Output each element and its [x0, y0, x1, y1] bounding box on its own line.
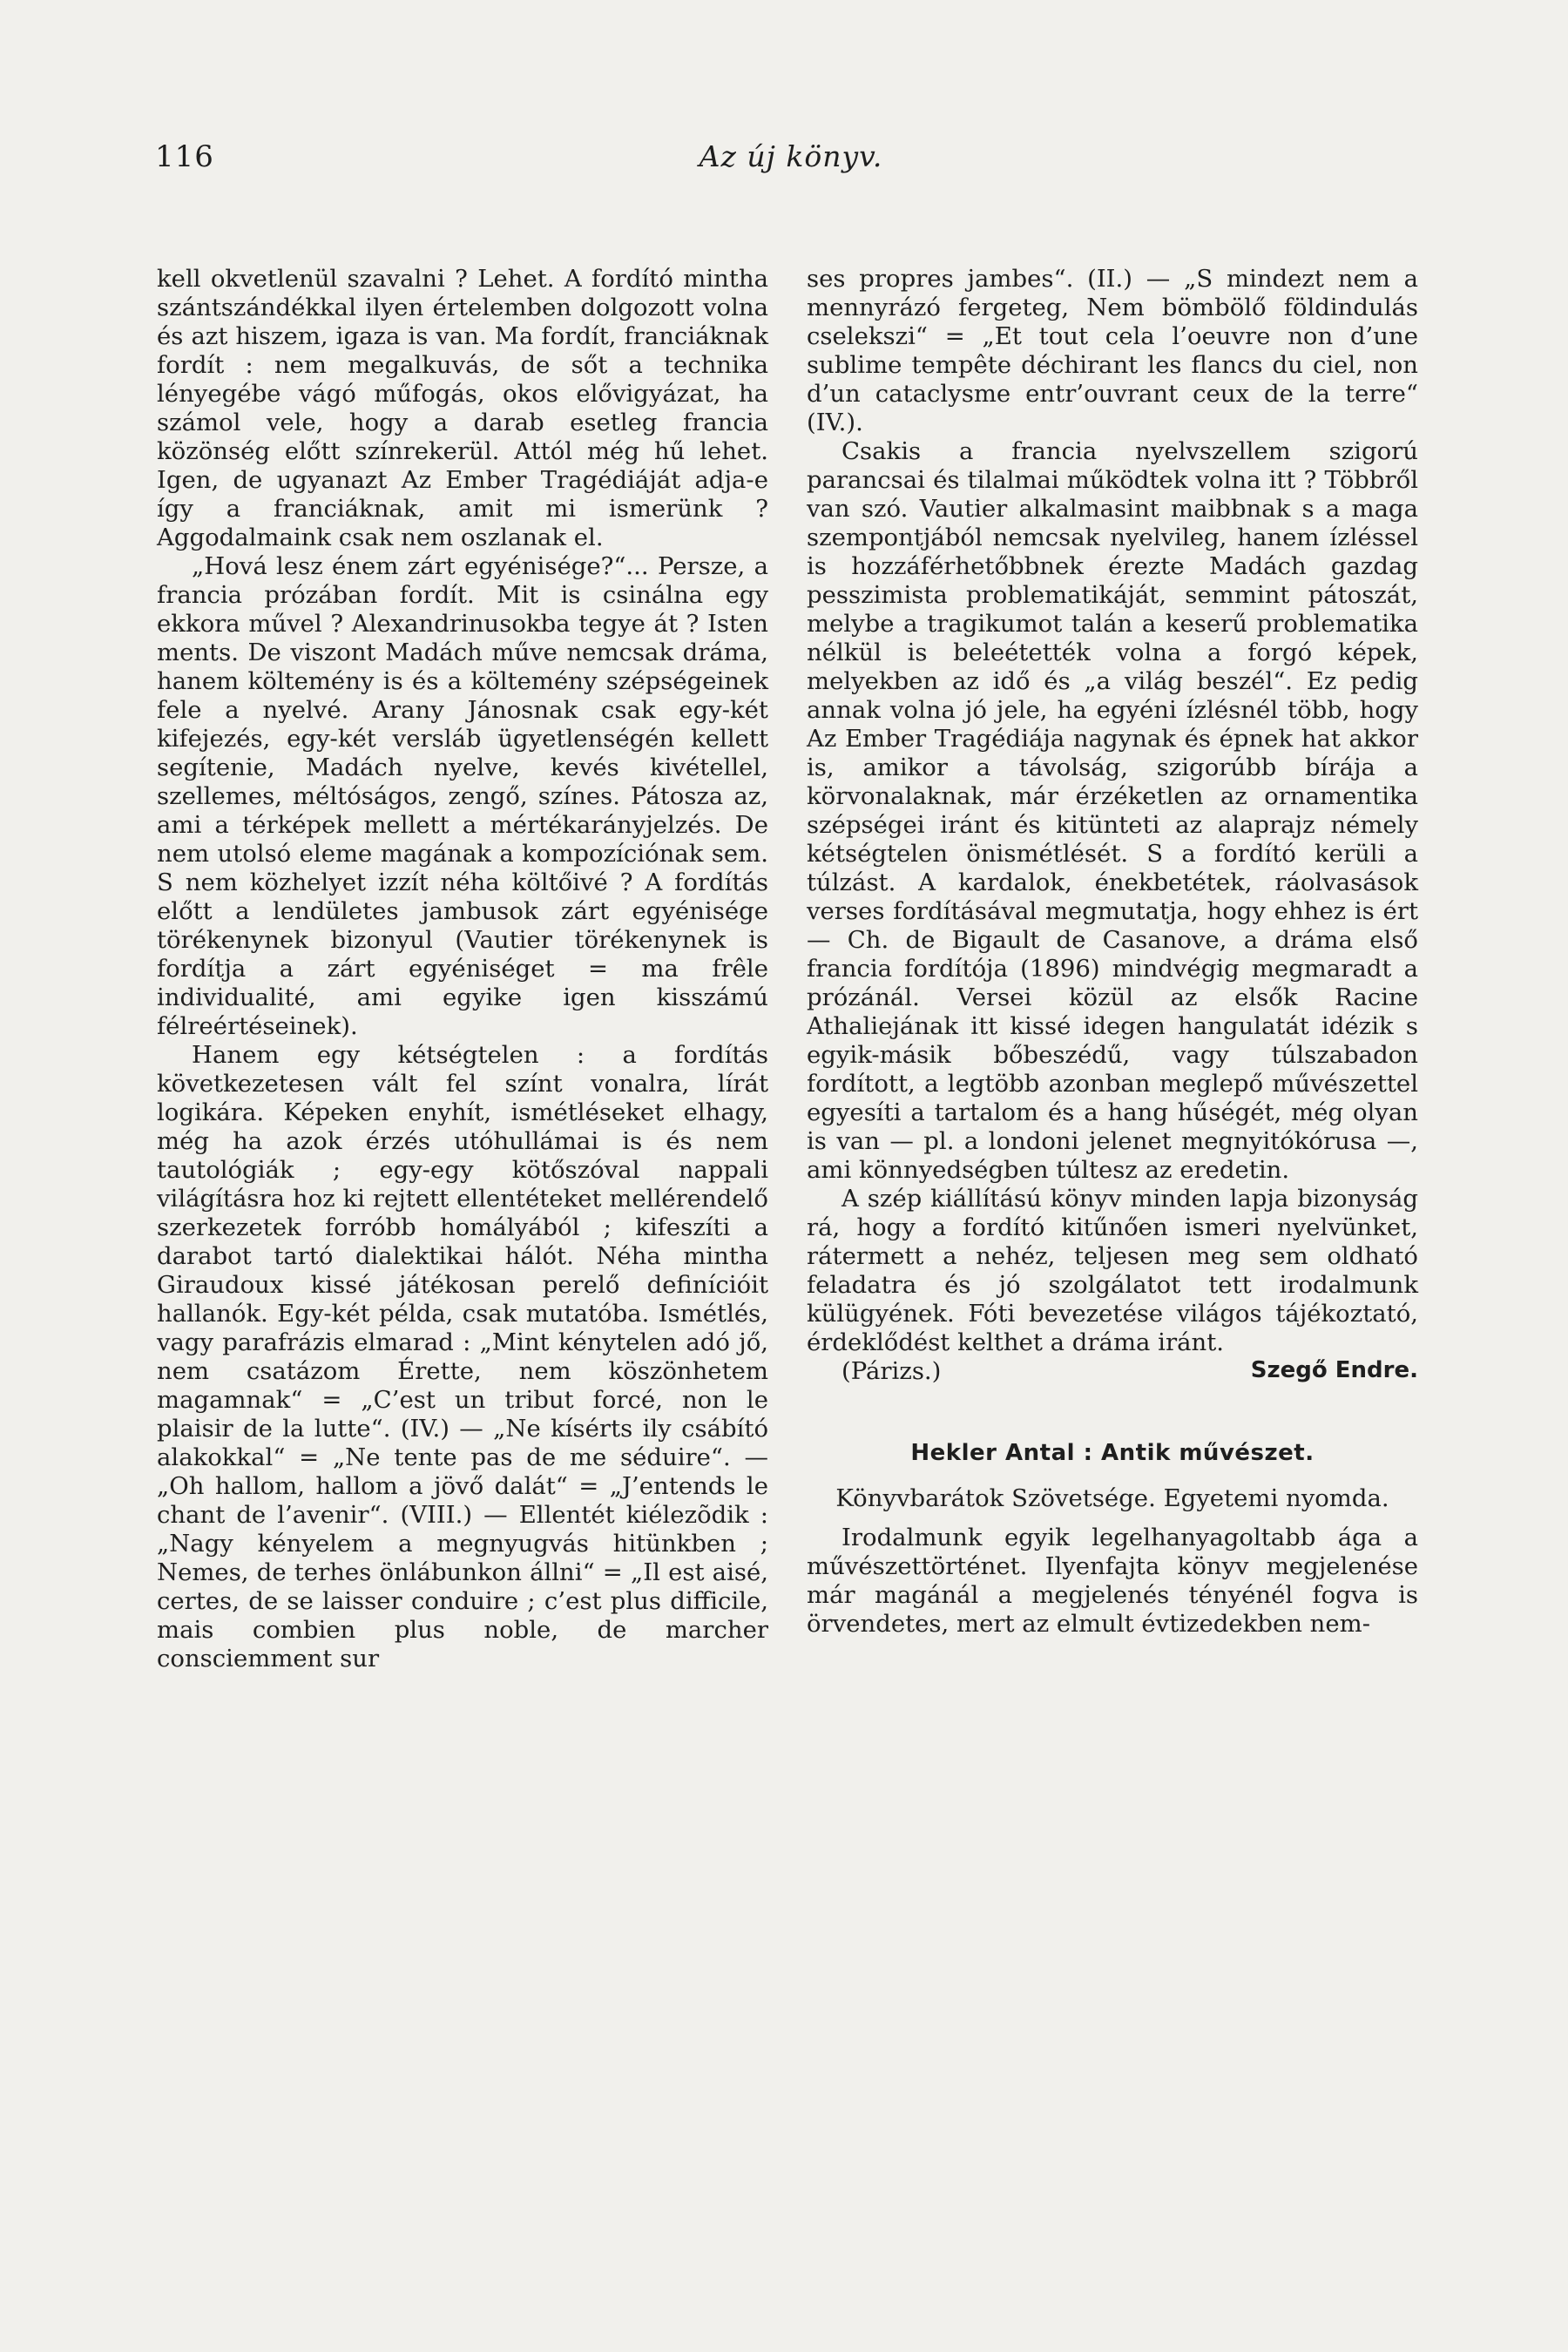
paragraph: Hanem egy kétségtelen : a fordítás következetesen vált fel színt vonalra, lírát logikára. Képeken enyhít, ismétléseket elhagy, még ha azok érzés utóhullámai is és nem tautológiák ; egy-egy kötőszóval nappali világításra hoz ki rejtett ellentéteket mellérendelő szerkezetek forróbb homályából ; kifeszíti a darabot tartó dialektikai hálót. Néha mintha Giraudoux kissé játékosan perelő definícióit hallanók. Egy-két példa, csak mutatóba. Ismétlés, vagy parafrázis elmarad : „Mint kénytelen adó jő, nem csatázom Érette, nem köszönhetem magamnak“ = „C’est un tribut forcé, non le plaisir de la lutte“. (IV.) — „Ne kísérts ily csábító alakokkal“ = „Ne tente pas de me séduire“. — „Oh hallom, hallom a jövő dalát“ = „J’entends le chant de l’avenir“. (VIII.) — Ellentét kiélezõdik : „Nagy kényelem a megnyugvás hitünkben ; Nemes, de terhes önlábunkon állni“ = „Il est aisé, certes, de se laisser conduire ; c’est plus difficile, mais combien plus noble, de marcher consciemment sur	[157, 1041, 768, 1673]
publisher-info: Könyvbarátok Szövetsége. Egyetemi nyomda.	[835, 1484, 1389, 1513]
paragraph: kell okvetlenül szavalni ? Lehet. A fordító mintha szántszándékkal ilyen értelemben dolgozott volna és azt hiszem, igaza is van. Ma fordít, franciáknak fordít : nem megalkuvás, de sőt a technika lényegébe vágó műfogás, okos elővigyázat, ha számol vele, hogy a darab esetleg francia közönség előtt színrekerül. Attól még hű lehet. Igen, de ugyanazt Az Ember Tragédiáját adja-e így a franciáknak, amit mi ismerünk ? Aggodalmaink csak nem oszlanak el.	[157, 265, 768, 551]
page-number: 116	[155, 139, 214, 174]
signature-place: (Párizs.)	[841, 1357, 942, 1385]
paragraph: „Hová lesz énem zárt egyénisége?“... Persze, a francia prózában fordít. Mit is csinálna egy ekkora művel ? Alexandrinusokba tegye át ? Isten ments. De viszont Madách műve nemcsak dráma, hanem költemény is és a költemény szépségeinek fele a nyelvé. Arany Jánosnak csak egy-két kifejezés, egy-két versláb ügyetlenségén kellett segítenie, Madách nyelve, kevés kivétellel, szellemes, méltóságos, zengő, színes. Pátosza az, ami a térképek mellett a mértékarányjelzés. De nem utolsó eleme magának a kompozíciónak sem. S nem közhelyet izzít néha költőivé ? A fordítás előtt a lendületes jambusok zárt egyénisége törékenynek bizonyul (Vautier törékenynek is fordítja a zárt egyéniséget = ma frêle individualité, ami egyike igen kisszámú félreértéseinek).	[157, 552, 768, 1040]
right-column	[807, 265, 1418, 1639]
paragraph: ses propres jambes“. (II.) — „S mindezt nem a mennyrázó fergeteg, Nem bömbölő földindulás cselekszi“ = „Et tout cela l’oeuvre non d’une sublime tempête déchirant les flancs du ciel, non d’un cataclysme entr’ouvrant ceux de la terre“ (IV.).	[807, 265, 1418, 436]
page-header	[155, 139, 1427, 183]
paragraph: Irodalmunk egyik legelhanyagoltabb ága a művészettörténet. Ilyenfajta könyv megjelenése már magánál a megjelenés tényénél fogva is örvendetes, mert az elmult évtizedekben nem-	[807, 1524, 1418, 1639]
running-title: Az új könyv.	[699, 139, 883, 173]
review-headline: Hekler Antal : Antik művészet.	[910, 1440, 1315, 1466]
paragraph: Csakis a francia nyelvszellem szigorú parancsai és tilalmai működtek volna itt ? Többről van szó. Vautier alkalmasint maibbnak s a maga szempontjából nemcsak nyelvileg, hanem ízléssel is hozzáférhetőbbnek érezte Madách gazdag pesszimista problematikáját, semmint pátoszát, melybe a tragikumot talán a keserű problematika nélkül is beleétették volna a forgó képek, melyekben az idő és „a világ beszél“. Ez pedig annak volna jó jele, ha egyéni ízlésnél több, hogy Az Ember Tragédiája nagynak és épnek hat akkor is, amikor a távolság, szigorúbb bírája a körvonalaknak, már érzéketlen az ornamentika szépségei iránt és kitünteti az alaprajz némely kétségtelen önismétlését. S a fordító kerüli a túlzást. A kardalok, énekbetétek, ráolvasások verses fordításával megmutatja, hogy ehhez is ért — Ch. de Bigault de Casanove, a dráma első francia fordítója (1896) mindvégig megmaradt a prózánál. Versei közül az elsők Racine Athaliejának itt kissé idegen hangulatát idézik s egyik-másik bőbeszédű, vagy túlszabadon fordított, a legtöbb azonban meglepő művészettel egyesíti a tartalom és a hang hűségét, még olyan is van — pl. a londoni jelenet megnyitókórusa —, ami könnyedségben túltesz az eredetin.	[807, 437, 1418, 1184]
review-signature	[807, 1357, 1418, 1386]
signature-author: Szegő Endre.	[1250, 1357, 1418, 1383]
left-column	[157, 265, 768, 1673]
paragraph: A szép kiállítású könyv minden lapja bizonyság rá, hogy a fordító kitűnően ismeri nyelvünket, rátermett a nehéz, teljesen meg sem oldható feladatra és jó szolgálatot tett irodalmunk külügyének. Fóti bevezetése világos tájékoztató, érdeklődést kelthet a dráma iránt.	[807, 1185, 1418, 1356]
